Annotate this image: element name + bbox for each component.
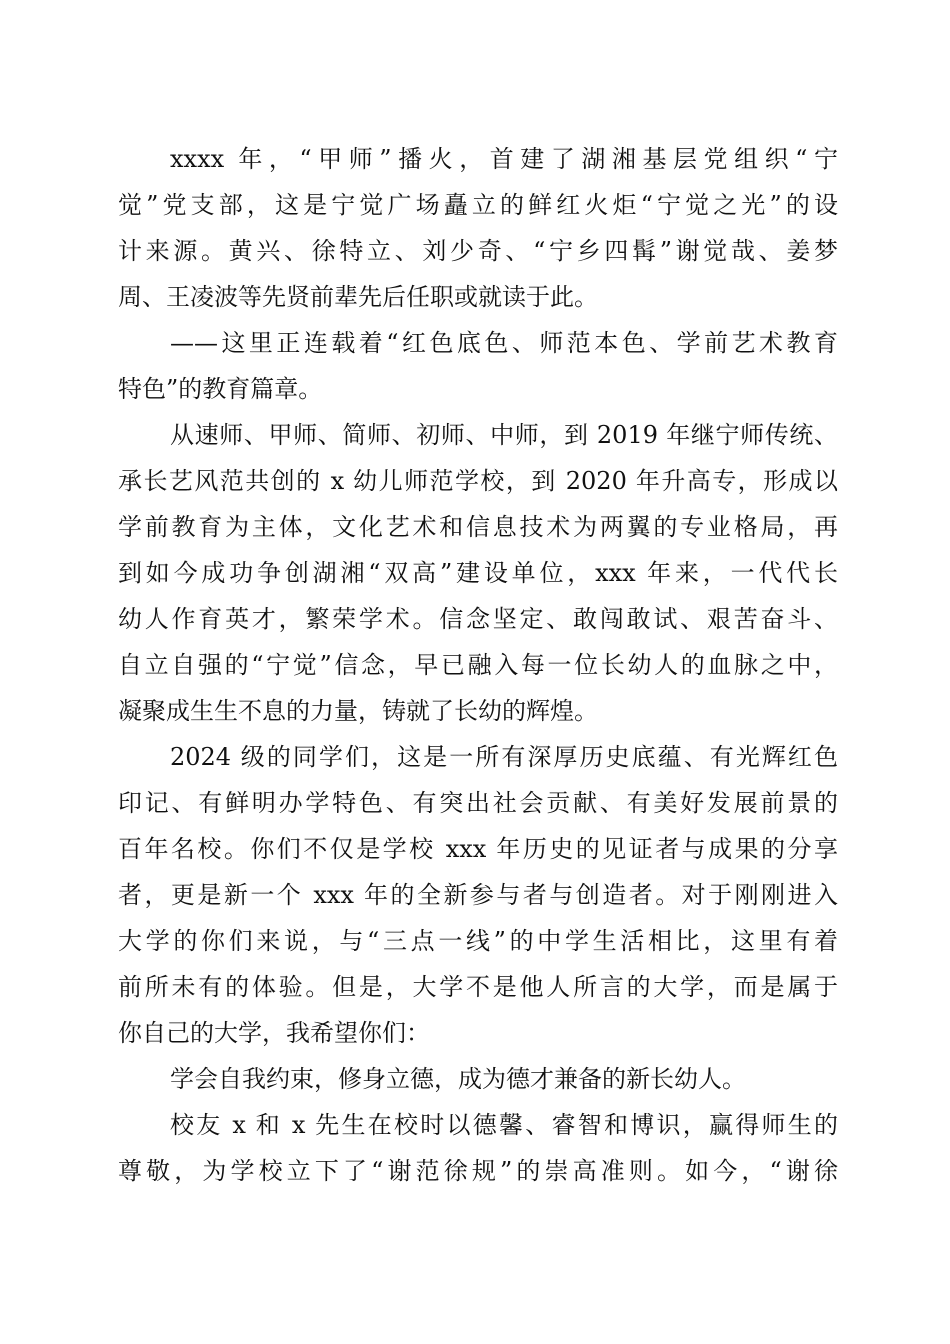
document-body	[118, 136, 838, 1194]
text-line-6: 特色”的教育篇章。	[118, 375, 323, 403]
text-line-17: 者，更是新一个 xxx 年的全新参与者与创造者。对于刚刚进入	[118, 881, 838, 909]
text-line-14: 2024 级的同学们，这是一所有深厚历史底蕴、有光辉红色	[170, 743, 838, 771]
text-line-18: 大学的你们来说，与“三点一线”的中学生活相比，这里有着	[118, 927, 838, 955]
text-line-21: 学会自我约束，修身立德，成为德才兼备的新长幼人。	[170, 1065, 746, 1093]
text-line-2: 觉”党支部，这是宁觉广场矗立的鲜红火炬“宁觉之光”的设	[118, 191, 838, 219]
text-line-20: 你自己的大学，我希望你们：	[118, 1019, 430, 1047]
text-line-8: 承长艺风范共创的 x 幼儿师范学校，到 2020 年升高专，形成以	[118, 467, 838, 495]
text-line-10: 到如今成功争创湖湘“双高”建设单位，xxx 年来，一代代长	[118, 559, 838, 587]
text-line-1: xxxx 年，“甲师”播火，首建了湖湘基层党组织“宁	[170, 145, 838, 173]
text-line-23: 尊敬，为学校立下了“谢范徐规”的崇高准则。如今，“谢徐	[118, 1157, 838, 1185]
text-line-4: 周、王凌波等先贤前辈先后任职或就读于此。	[118, 283, 598, 311]
text-line-7: 从速师、甲师、简师、初师、中师，到 2019 年继宁师传统、	[170, 421, 838, 449]
text-line-22: 校友 x 和 x 先生在校时以德馨、睿智和博识，赢得师生的	[170, 1111, 838, 1139]
text-line-11: 幼人作育英才，繁荣学术。信念坚定、敢闯敢试、艰苦奋斗、	[118, 605, 838, 633]
text-line-12: 自立自强的“宁觉”信念，早已融入每一位长幼人的血脉之中，	[118, 651, 838, 679]
text-line-16: 百年名校。你们不仅是学校 xxx 年历史的见证者与成果的分享	[118, 835, 838, 863]
text-line-9: 学前教育为主体，文化艺术和信息技术为两翼的专业格局，再	[118, 513, 838, 541]
text-line-19: 前所未有的体验。但是，大学不是他人所言的大学，而是属于	[118, 973, 838, 1001]
text-line-3: 计来源。黄兴、徐特立、刘少奇、“宁乡四髯”谢觉哉、姜梦	[118, 237, 838, 265]
text-line-13: 凝聚成生生不息的力量，铸就了长幼的辉煌。	[118, 697, 598, 725]
text-line-5: ——这里正连载着“红色底色、师范本色、学前艺术教育	[170, 329, 838, 357]
text-line-15: 印记、有鲜明办学特色、有突出社会贡献、有美好发展前景的	[118, 789, 838, 817]
